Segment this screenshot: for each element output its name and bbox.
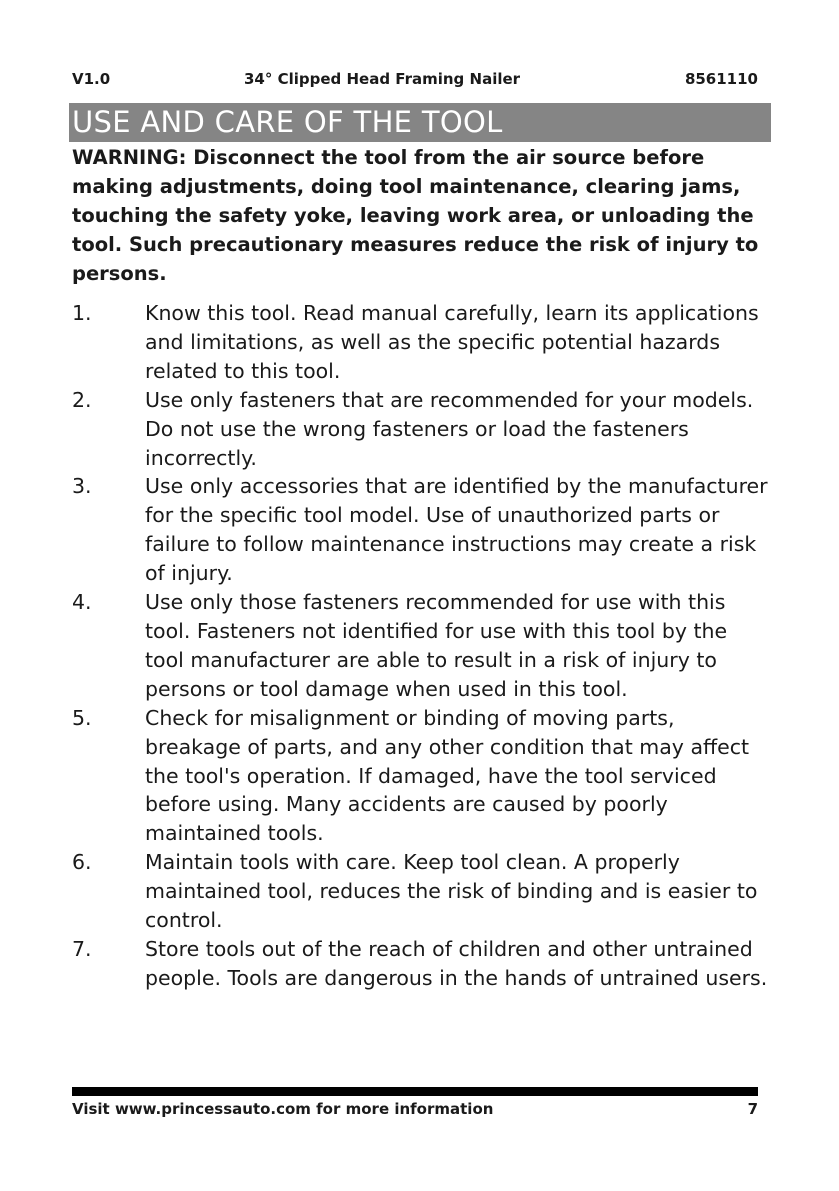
- item-number: 4.: [72, 590, 92, 615]
- item-text: Maintain tools with care. Keep tool clean. A properly maintained tool, reduces the risk of binding and is easier to control.: [145, 850, 758, 933]
- page-footer: [72, 1100, 758, 1122]
- list-item: [72, 386, 772, 473]
- page-header: [72, 70, 758, 92]
- version-label: V1.0: [72, 70, 111, 88]
- list-item: [72, 848, 772, 935]
- footer-divider: [72, 1087, 758, 1096]
- section-heading: USE AND CARE OF THE TOOL: [69, 103, 771, 142]
- page-number: 7: [747, 1100, 758, 1118]
- list-item: [72, 704, 772, 849]
- item-text: Use only accessories that are identified by the manufacturer for the specific tool model. Use of unauthorized parts or failure to follow maintenance instructions may create a risk of injury.: [145, 474, 768, 586]
- item-text: Use only fasteners that are recommended for your models. Do not use the wrong fasteners or load the fasteners incorrectly.: [145, 387, 754, 470]
- warning-text: WARNING: Disconnect the tool from the air source before making adjustments, doing tool maintenance, clearing jams, touching the safety yoke, leaving work area, or unloading the tool. Such precautionary measures reduce the risk of injury to persons.: [72, 146, 759, 285]
- item-number: 5.: [72, 705, 92, 730]
- item-text: Use only those fasteners recommended for use with this tool. Fasteners not identified for use with this tool by the tool manufacturer are able to result in a risk of injury to persons or tool damage when used in this tool.: [145, 590, 728, 701]
- list-item: [72, 935, 772, 993]
- list-item: [72, 299, 772, 386]
- item-text: Store tools out of the reach of children and other untrained people. Tools are dangerous in the hands of untrained users.: [145, 936, 768, 990]
- item-text: Check for misalignment or binding of moving parts, breakage of parts, and any other condition that may affect the tool's operation. If damaged, have the tool serviced before using. Many accidents are caused by poorly maintained tools.: [145, 705, 750, 846]
- product-title: 34° Clipped Head Framing Nailer: [244, 70, 521, 88]
- model-number: 8561110: [684, 70, 758, 88]
- item-number: 3.: [72, 474, 92, 499]
- item-number: 1.: [72, 301, 92, 325]
- website-notice: Visit www.princessauto.com for more information: [72, 1100, 494, 1118]
- item-text: Know this tool. Read manual carefully, learn its applications and limitations, as well as the specific potential hazards related to this tool.: [145, 301, 759, 383]
- list-item: [72, 472, 772, 588]
- instructions-list: [72, 299, 772, 993]
- item-number: 6.: [72, 850, 92, 875]
- list-item: [72, 588, 772, 704]
- item-number: 7.: [72, 936, 92, 961]
- item-number: 2.: [72, 387, 92, 412]
